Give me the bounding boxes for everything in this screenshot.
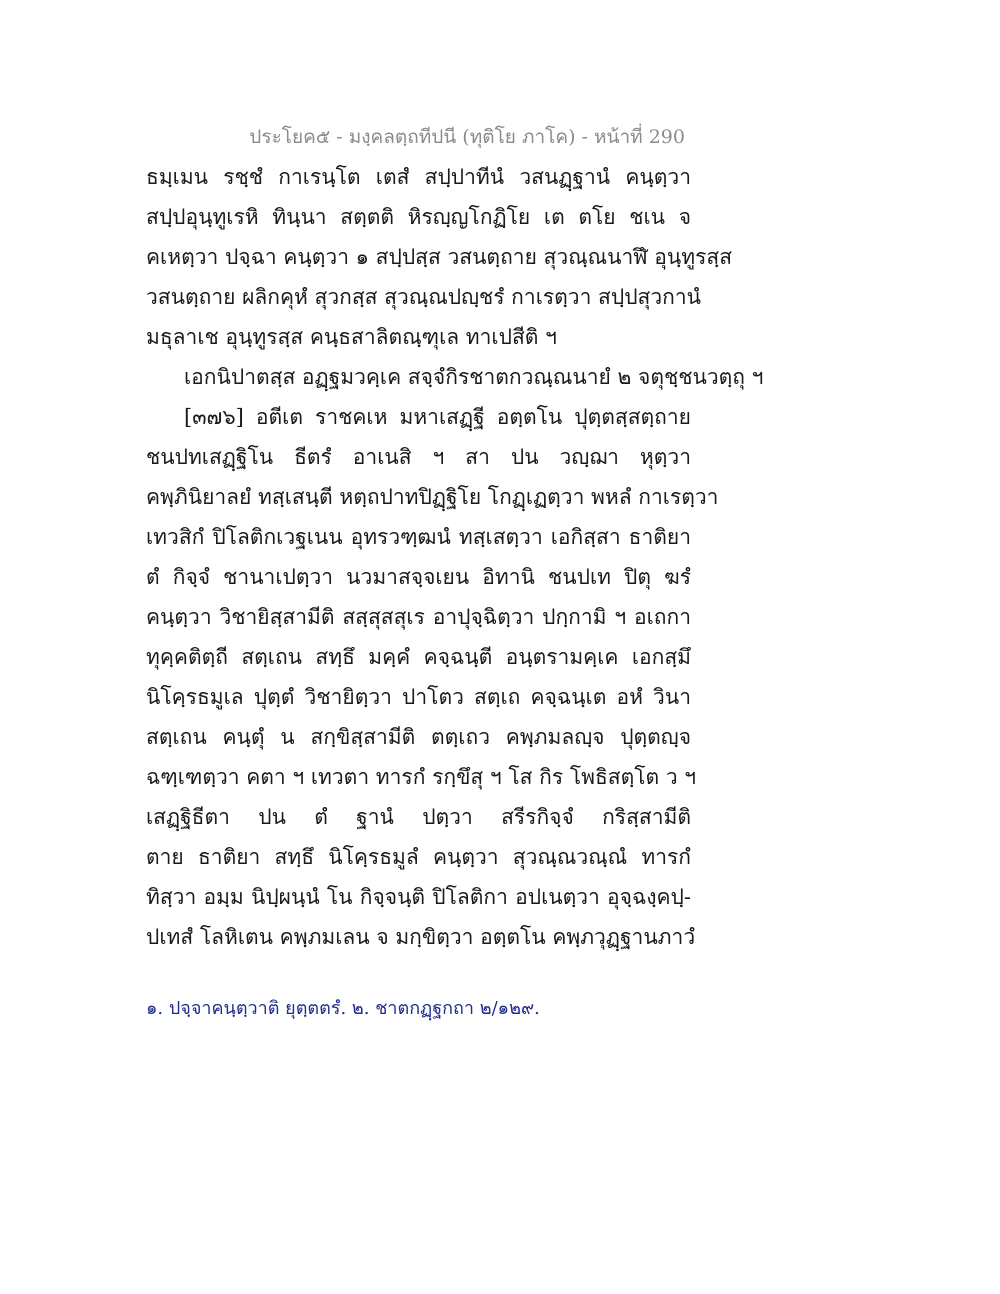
body-line: วสนตฺถาย ผลิกคุหํ สุวกสฺส สุวณฺณปญฺชรํ กาเรตฺวา สปฺปสุวกานํ [146, 285, 701, 309]
paragraph-start: [๓๗๖] อตีเต ราชคเห มหาเสฏฺฐี อตฺตโน ปุตฺตสฺสตฺถาย [184, 405, 691, 429]
body-line: ทุคฺคติตฺถี สตฺเถน สทฺธึ มคฺคํ คจฺฉนฺตี อนฺตรามคฺเค เอกสฺมึ [146, 645, 691, 669]
body-line: ตํ กิจฺจํ ชานาเปตฺวา นวมาสจฺจเยน อิทานิ ชนปเท ปิตุ ฆรํ [146, 565, 691, 589]
body-line: ตาย ธาติยา สทฺธึ นิโคฺรธมูลํ คนฺตฺวา สุวณฺณวณฺณํ ทารกํ [146, 845, 691, 869]
body-line: คเหตฺวา ปจฺฉา คนฺตฺวา ๑ สปฺปสฺส วสนตฺถาย สุวณฺณนาฬึ อุนฺทูรสฺส [146, 245, 733, 269]
body-line: ธมฺเมน รชฺชํ กาเรนฺโต เตสํ สปฺปาทีนํ วสนฏฺฐานํ คนฺตฺวา [146, 165, 691, 189]
body-line: เทวสิกํ ปิโลติกเวฐเนน อุทรวฑฺฒนํ ทสฺเสตฺวา เอกิสฺสา ธาติยา [146, 525, 691, 549]
running-header: ประโยค๕ - มงฺคลตฺถทีปนี (ทุติโย ภาโค) - หน้าที่ 290 [249, 126, 685, 148]
body-text [146, 157, 764, 957]
body-line: มธุลาเช อุนฺทูรสฺส คนฺธสาลิตณฺฑุเล ทาเปสีติ ฯ [146, 325, 557, 349]
footnote: ๑. ปจฺจาคนฺตฺวาติ ยุตฺตตรํ. ๒. ชาตกฏฺฐกถา ๒/๑๒๙. [146, 998, 540, 1019]
body-line: สตฺเถน คนฺตุํ น สกฺขิสฺสามีติ ตตฺเถว คพฺภมลญฺจ ปุตฺตญฺจ [146, 725, 691, 749]
body-line: ปเทสํ โลหิเตน คพฺภมเลน จ มกฺขิตฺวา อตฺตโน คพฺภวุฏฺฐานภาวํ [146, 925, 696, 949]
body-line: สปฺปอุนฺทูเรหิ ทินฺนา สตฺตติ หิรญฺญโกฏิโย เต ตโย ชเน จ [146, 205, 691, 229]
body-line: ชนปทเสฏฺฐิโน ธีตรํ อาเนสิ ฯ สา ปน วญฺฌา หุตฺวา [146, 445, 691, 469]
body-line: นิโคฺรธมูเล ปุตฺตํ วิชายิตฺวา ปาโตว สตฺเถ คจฺฉนฺเต อหํ วินา [146, 685, 691, 709]
body-line: ทิสฺวา อมฺม นิปฺผนฺนํ โน กิจฺจนฺติ ปิโลติกา อปเนตฺวา อุจฺฉงฺคปฺ- [146, 885, 691, 909]
body-line: คพฺภินิยาลยํ ทสฺเสนฺตี หตฺถปาทปิฏฺฐิโย โกฏฺเฏตฺวา พหลํ กาเรตฺวา [146, 485, 719, 509]
section-colophon: เอกนิปาตสฺส อฏฺฐมวคฺเค สจฺจํกิรชาตกวณฺณนายํ ๒ จตุชฺชนวตฺถุ ฯ [184, 365, 764, 389]
body-line: เสฏฺฐิธีตา ปน ตํ ฐานํ ปตฺวา สรีรกิจฺจํ กริสฺสามีติ [146, 805, 691, 829]
body-line: คนฺตฺวา วิชายิสฺสามีติ สสฺสุสสุเร อาปุจฺฉิตฺวา ปกฺกามิ ฯ อเถกา [146, 605, 691, 629]
body-line: ฉฑฺเฑตฺวา คตา ฯ เทวตา ทารกํ รกฺขึสุ ฯ โส กิร โพธิสตฺโต ว ฯ [146, 765, 697, 789]
